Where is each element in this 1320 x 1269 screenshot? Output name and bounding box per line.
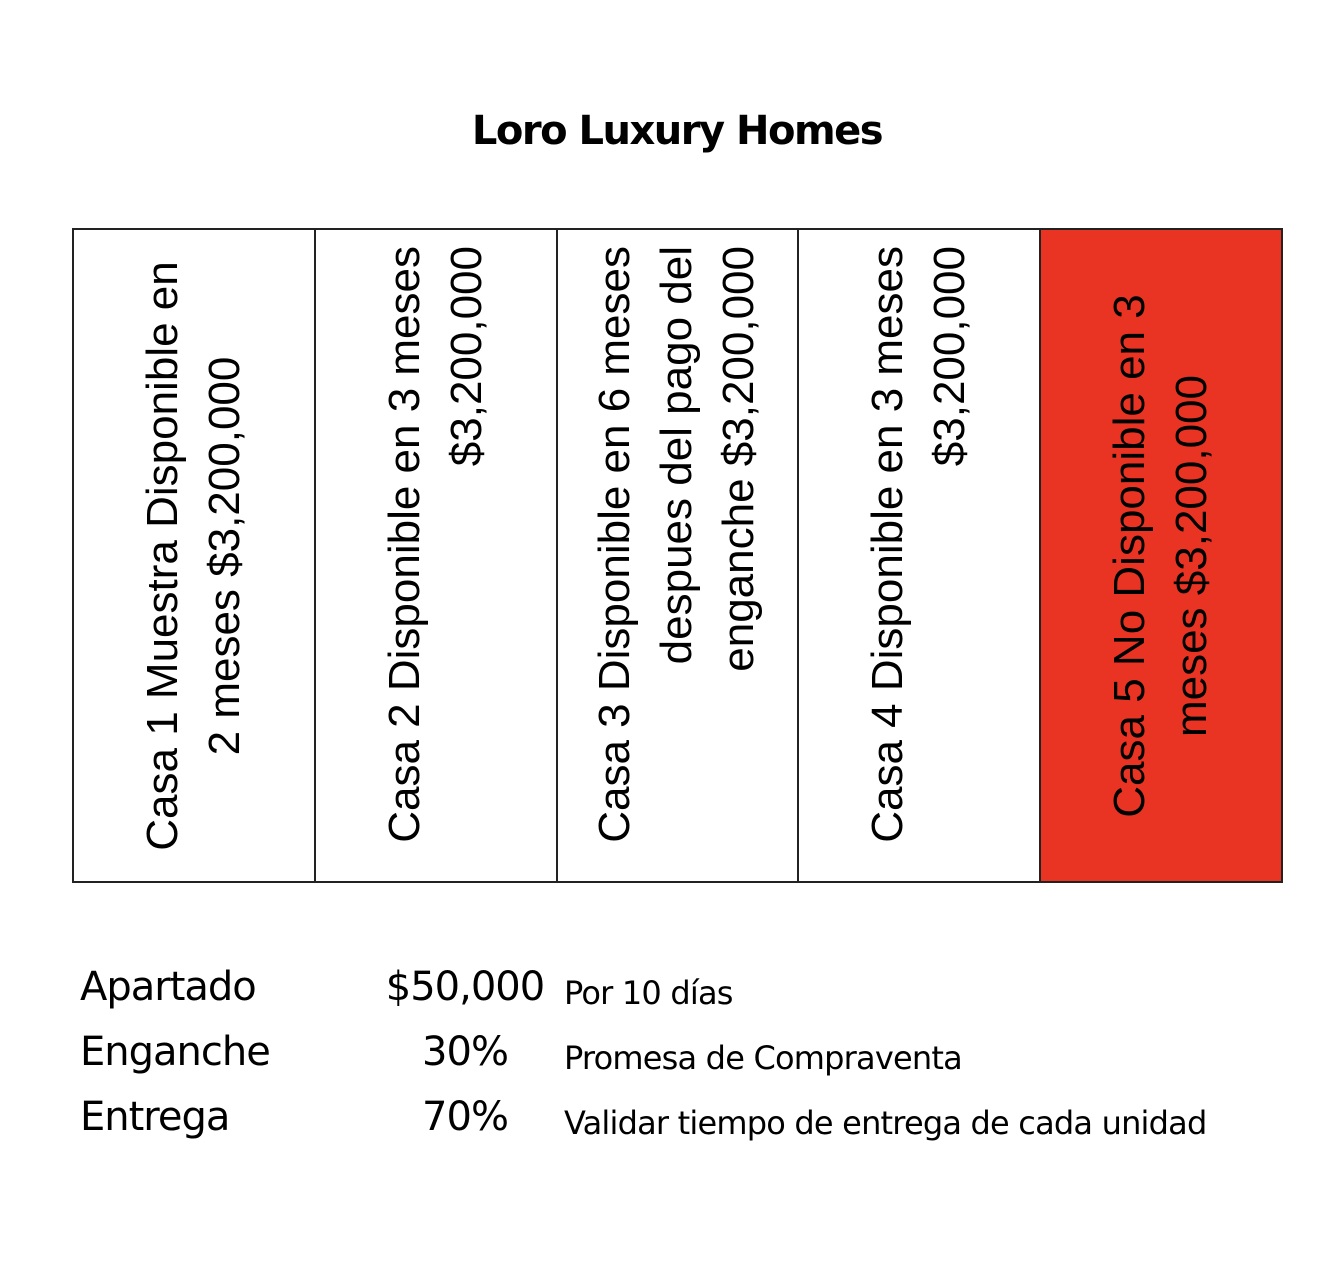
house-cell-4-text: Casa 4 Disponible en 3 meses $3,200,000 [863,245,975,843]
term-value: $50,000 [385,964,545,1010]
term-note: Validar tiempo de entrega de cada unidad [564,1104,1207,1142]
term-row-enganche [80,1022,1280,1087]
term-label: Apartado [80,964,256,1010]
term-label: Entrega [80,1094,230,1140]
term-value: 70% [422,1094,508,1140]
term-note: Por 10 días [564,974,733,1012]
house-cell-5-text: Casa 5 No Disponible en 3 meses $3,200,000 [1105,293,1217,818]
term-label: Enganche [80,1029,270,1075]
page-title: Loro Luxury Homes [471,108,883,154]
house-cell-4 [799,230,1041,881]
house-cell-2-text: Casa 2 Disponible en 3 meses $3,200,000 [379,245,491,843]
house-cell-5 [1041,230,1281,881]
houses-table [72,228,1283,883]
house-cell-3 [558,230,800,881]
term-row-apartado [80,957,1280,1022]
term-value: 30% [422,1029,508,1075]
term-row-entrega [80,1087,1280,1152]
house-cell-1-text: Casa 1 Muestra Disponible en 2 meses $3,200,000 [137,260,249,851]
term-note: Promesa de Compraventa [564,1039,962,1077]
house-cell-2 [316,230,558,881]
house-cell-1 [74,230,316,881]
house-cell-3-text: Casa 3 Disponible en 6 meses despues del pago del enganche $3,200,000 [590,245,764,843]
payment-terms [80,957,1280,1152]
